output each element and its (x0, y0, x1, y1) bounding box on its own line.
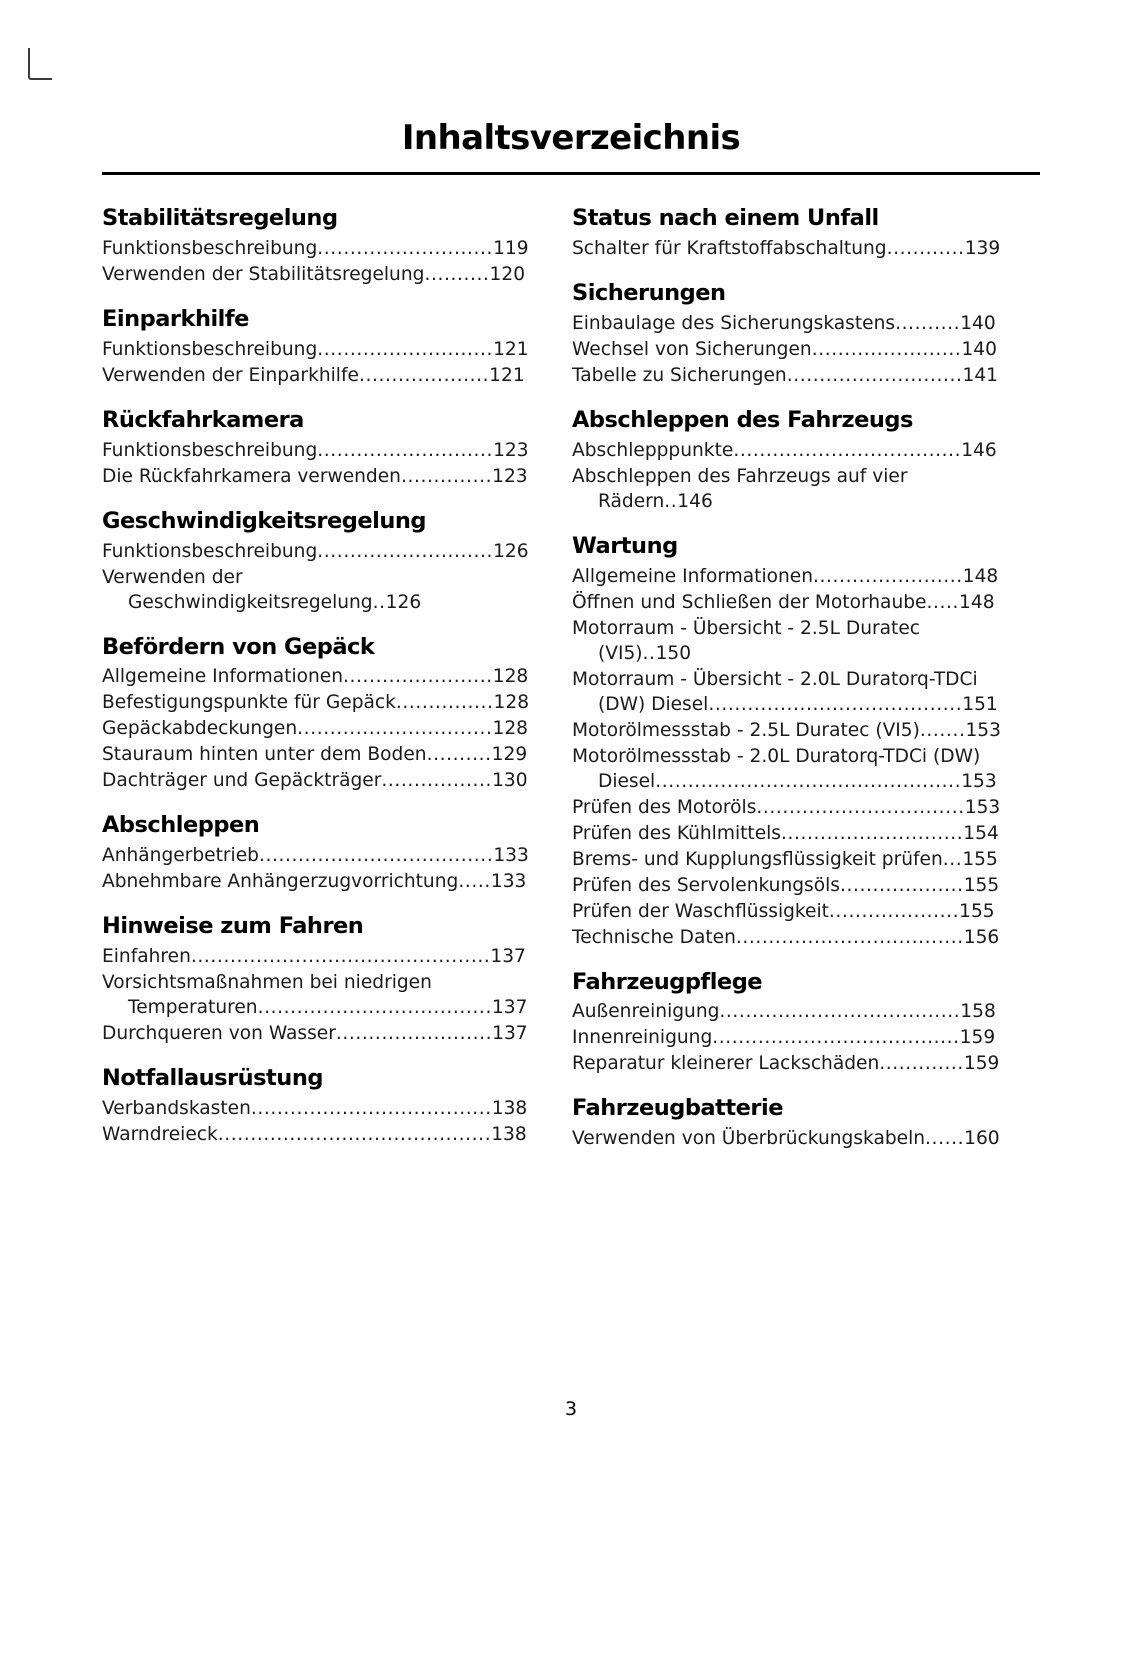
toc-entry[interactable] (572, 847, 1002, 872)
toc-entry-label: Prüfen des Servolenkungsöls (572, 874, 840, 896)
toc-entry[interactable] (102, 337, 532, 362)
toc-leader-dots: .................................... (257, 997, 492, 1019)
toc-section (572, 205, 1002, 261)
page-title: Inhaltsverzeichnis (401, 118, 741, 158)
toc-entry-label: Innenreinigung (572, 1027, 713, 1049)
toc-entry-page: 155 (963, 874, 1000, 896)
toc-section (102, 913, 532, 1046)
toc-entry[interactable] (102, 1096, 532, 1121)
toc-entry-label: Befestigungspunkte für Gepäck (102, 692, 396, 714)
toc-entry[interactable] (572, 236, 1002, 261)
toc-entry-label: Verwenden der Stabilitätsregelung (102, 263, 425, 285)
toc-section (572, 407, 1002, 514)
toc-section (572, 533, 1002, 950)
toc-entry-label: Prüfen der Waschflüssigkeit (572, 900, 829, 922)
toc-leader-dots: ................................ (756, 796, 965, 818)
toc-section (572, 1095, 1002, 1151)
toc-entry-label: Brems- und Kupplungsflüssigkeit prüfen (572, 848, 943, 870)
toc-section-heading: Abschleppen (102, 812, 260, 839)
toc-leader-dots: ............. (879, 1053, 964, 1075)
toc-entry[interactable] (102, 262, 532, 287)
toc-entry-label: Verwenden von Überbrückungskabeln (572, 1128, 926, 1150)
toc-entry[interactable] (572, 616, 1002, 666)
toc-section-heading: Sicherungen (572, 279, 726, 306)
toc-leader-dots: ............ (886, 237, 965, 259)
toc-entry-label: Verbandskasten (102, 1098, 251, 1120)
toc-entry-page: 153 (965, 719, 1001, 741)
toc-entry-label: Motorölmessstab - 2.5L Duratec (VI5) (572, 719, 920, 741)
toc-entry-label: Allgemeine Informationen (102, 666, 344, 688)
toc-section-heading: Fahrzeugbatterie (572, 1095, 783, 1122)
toc-entry-page: 140 (961, 338, 997, 360)
toc-entry-page: 137 (492, 1023, 528, 1045)
page-number: 3 (564, 1398, 578, 1420)
toc-entry[interactable] (572, 1025, 1002, 1050)
toc-entry[interactable] (572, 1051, 1002, 1076)
toc-leader-dots: .. (664, 490, 678, 512)
toc-leader-dots: .......... (895, 312, 961, 334)
toc-entry[interactable] (572, 311, 1002, 336)
toc-entry[interactable] (102, 869, 532, 894)
toc-entry-label: Motorraum - Übersicht - 2.5L Duratec (VI5) (572, 617, 920, 664)
toc-entry[interactable] (102, 438, 532, 463)
toc-entry-page: 139 (964, 237, 1001, 259)
toc-leader-dots: .............................. (297, 718, 493, 740)
toc-section-heading: Geschwindigkeitsregelung (102, 507, 426, 534)
toc-entry[interactable] (102, 970, 532, 1020)
toc-leader-dots: ....................... (813, 565, 963, 587)
toc-entry-page: 138 (491, 1098, 528, 1120)
toc-leader-dots: ..... (926, 591, 960, 613)
toc-leader-dots: .............. (400, 465, 493, 487)
toc-section-heading: Status nach einem Unfall (572, 205, 879, 231)
toc-entry-label: Anhängerbetrieb (102, 845, 259, 867)
toc-entry[interactable] (102, 1122, 532, 1147)
toc-entry-page: 129 (491, 744, 528, 766)
toc-leader-dots: .. (642, 642, 656, 664)
toc-entry[interactable] (572, 590, 1002, 615)
toc-entry-label: Reparatur kleinerer Lackschäden (572, 1053, 880, 1075)
toc-section (572, 280, 1002, 388)
toc-entry-label: Abschleppen des Fahrzeugs auf vier Rädern (572, 465, 908, 512)
toc-entry-page: 140 (960, 312, 996, 334)
toc-section-heading: Fahrzeugpflege (572, 968, 763, 995)
toc-entry[interactable] (572, 795, 1002, 820)
toc-entry-label: Motorraum - Übersicht - 2.0L Duratorq-TDCi (DW) Diesel (572, 668, 978, 715)
toc-entry[interactable] (572, 899, 1002, 924)
toc-columns (102, 205, 1044, 1152)
toc-entry-page: 153 (961, 770, 997, 792)
toc-leader-dots: .......... (426, 744, 492, 766)
toc-entry-label: Prüfen des Kühlmittels (572, 822, 781, 844)
toc-entry-page: 158 (960, 1001, 996, 1023)
toc-leader-dots: ....... (919, 719, 966, 741)
toc-section (572, 969, 1002, 1077)
toc-entry[interactable] (572, 744, 1002, 794)
toc-leader-dots: .................................... (258, 845, 494, 867)
toc-entry-page: 153 (964, 796, 1001, 818)
toc-leader-dots: ....................................... (708, 693, 963, 715)
toc-entry[interactable] (572, 873, 1002, 898)
toc-entry-label: Funktionsbeschreibung (102, 338, 318, 360)
toc-entry-label: Einfahren (102, 946, 191, 968)
toc-entry-label: Einbaulage des Sicherungskastens (572, 312, 896, 334)
toc-leader-dots: .. (372, 591, 386, 613)
toc-entry[interactable] (102, 716, 532, 741)
toc-entry[interactable] (572, 718, 1002, 743)
toc-entry-page: 137 (491, 997, 528, 1019)
toc-leader-dots: ..................................... (719, 1001, 961, 1023)
toc-entry-label: Funktionsbeschreibung (102, 439, 318, 461)
toc-entry[interactable] (572, 1126, 1002, 1151)
toc-section-heading: Wartung (572, 532, 678, 559)
toc-leader-dots: ....................... (343, 666, 493, 688)
toc-entry-page: 160 (964, 1128, 1000, 1150)
toc-entry-label: Motorölmessstab - 2.0L Duratorq-TDCi (DW) Diesel (572, 745, 981, 792)
toc-entry-page: 121 (493, 338, 529, 360)
toc-entry[interactable] (102, 664, 532, 689)
toc-leader-dots: .......................................... (217, 1124, 492, 1146)
toc-section-heading: Hinweise zum Fahren (102, 913, 364, 940)
toc-entry-label: Tabelle zu Sicherungen (572, 364, 787, 386)
page-corner-mark (28, 48, 52, 80)
toc-entry[interactable] (572, 999, 1002, 1024)
toc-entry-label: Außenreinigung (572, 1001, 720, 1023)
toc-entry-page: 146 (677, 490, 713, 512)
toc-entry-page: 137 (490, 946, 526, 968)
toc-entry-label: Warndreieck (102, 1124, 218, 1146)
toc-entry[interactable] (572, 821, 1002, 846)
toc-entry-page: 121 (489, 364, 525, 386)
toc-section-heading: Einparkhilfe (102, 305, 249, 332)
toc-entry[interactable] (102, 565, 532, 615)
toc-leader-dots: ........................... (317, 237, 494, 259)
toc-entry[interactable] (102, 768, 532, 793)
toc-entry-page: 151 (962, 693, 998, 715)
toc-leader-dots: ................. (381, 770, 493, 792)
toc-entry-page: 120 (489, 263, 526, 285)
toc-entry[interactable] (102, 843, 532, 868)
toc-entry-page: 133 (490, 871, 527, 893)
toc-entry[interactable] (572, 925, 1002, 950)
toc-entry[interactable] (102, 944, 532, 969)
toc-entry-label: Abnehmbare Anhängerzugvorrichtung (102, 871, 459, 893)
toc-leader-dots: ........................... (786, 364, 963, 386)
toc-leader-dots: .............................................. (190, 946, 491, 968)
toc-column-left (102, 205, 532, 1148)
toc-entry[interactable] (102, 690, 532, 715)
toc-leader-dots: ...... (925, 1128, 965, 1150)
toc-entry[interactable] (102, 742, 532, 767)
toc-entry-page: 154 (963, 822, 999, 844)
toc-leader-dots: ............................ (781, 822, 964, 844)
toc-section (102, 812, 532, 894)
toc-entry-page: 146 (961, 439, 997, 461)
toc-leader-dots: ...................................... (712, 1027, 960, 1049)
toc-section (102, 1065, 532, 1147)
toc-entry-label: Schalter für Kraftstoffabschaltung (572, 237, 887, 259)
toc-leader-dots: ................... (839, 874, 964, 896)
toc-entry-label: Technische Daten (572, 926, 736, 948)
toc-column-right (572, 205, 1002, 1152)
toc-leader-dots: .................... (828, 900, 960, 922)
toc-section-heading: Befördern von Gepäck (102, 633, 375, 660)
toc-entry-label: Wechsel von Sicherungen (572, 338, 812, 360)
toc-entry-label: Die Rückfahrkamera verwenden (102, 465, 401, 487)
toc-entry-page: 155 (959, 900, 995, 922)
toc-entry-label: Stauraum hinten unter dem Boden (102, 744, 427, 766)
toc-entry-page: 128 (492, 666, 529, 688)
toc-entry-page: 126 (385, 591, 422, 613)
toc-entry[interactable] (572, 337, 1002, 362)
toc-section (102, 306, 532, 388)
toc-entry-page: 133 (493, 845, 529, 867)
toc-entry-label: Öffnen und Schließen der Motorhaube (572, 591, 927, 613)
toc-entry-page: 138 (491, 1124, 527, 1146)
toc-section-heading: Stabilitätsregelung (102, 205, 338, 231)
toc-section (102, 407, 532, 489)
toc-section (102, 634, 532, 794)
toc-leader-dots: ................................... (733, 439, 962, 461)
toc-entry-page: 155 (962, 848, 998, 870)
toc-entry-label: Prüfen des Motoröls (572, 796, 757, 818)
toc-entry-label: Vorsichtsmaßnahmen bei niedrigen Temperaturen (102, 972, 432, 1019)
toc-entry-label: Dachträger und Gepäckträger (102, 770, 382, 792)
toc-leader-dots: .................... (358, 364, 490, 386)
toc-entry[interactable] (102, 236, 532, 261)
toc-entry[interactable] (572, 667, 1002, 717)
toc-entry-label: Verwenden der Geschwindigkeitsregelung (102, 566, 373, 613)
toc-entry-page: 159 (963, 1053, 1000, 1075)
toc-entry-page: 141 (962, 364, 998, 386)
toc-entry-label: Verwenden der Einparkhilfe (102, 364, 359, 386)
toc-entry-label: Gepäckabdeckungen (102, 718, 298, 740)
toc-entry-page: 128 (492, 718, 528, 740)
toc-leader-dots: ........................... (317, 540, 494, 562)
toc-leader-dots: .......... (424, 263, 490, 285)
toc-leader-dots: ........................... (317, 439, 494, 461)
toc-entry-page: 148 (959, 591, 995, 613)
toc-entry-page: 126 (493, 540, 529, 562)
toc-entry-page: 119 (493, 237, 529, 259)
toc-leader-dots: ... (942, 848, 963, 870)
toc-leader-dots: ........................ (335, 1023, 493, 1045)
toc-entry-label: Durchqueren von Wasser (102, 1023, 336, 1045)
toc-entry[interactable] (572, 564, 1002, 589)
toc-entry-label: Funktionsbeschreibung (102, 237, 318, 259)
toc-entry-page: 123 (493, 439, 529, 461)
toc-entry-label: Funktionsbeschreibung (102, 540, 318, 562)
toc-leader-dots: ....................... (811, 338, 962, 360)
toc-section-heading: Abschleppen des Fahrzeugs (572, 406, 913, 433)
toc-section (102, 205, 532, 287)
toc-entry[interactable] (572, 438, 1002, 463)
toc-entry-page: 123 (492, 465, 528, 487)
toc-leader-dots: ............... (395, 692, 494, 714)
toc-entry[interactable] (102, 363, 532, 388)
toc-section-heading: Notfallausrüstung (102, 1065, 323, 1092)
toc-leader-dots: ................................... (735, 926, 964, 948)
toc-entry[interactable] (102, 464, 532, 489)
toc-leader-dots: ..... (458, 871, 491, 893)
toc-entry-page: 150 (655, 642, 692, 664)
toc-leader-dots: ............................................... (655, 770, 962, 792)
toc-entry-page: 128 (493, 692, 530, 714)
toc-leader-dots: ..................................... (250, 1098, 492, 1120)
toc-entry-page: 130 (492, 770, 528, 792)
toc-entry-page: 148 (962, 565, 999, 587)
toc-entry[interactable] (572, 464, 1002, 514)
toc-leader-dots: ........................... (317, 338, 494, 360)
toc-entry-page: 156 (963, 926, 1000, 948)
toc-entry-label: Allgemeine Informationen (572, 565, 814, 587)
title-divider (102, 172, 1040, 175)
toc-entry-label: Abschlepppunkte (572, 439, 734, 461)
toc-entry[interactable] (102, 539, 532, 564)
toc-entry[interactable] (572, 363, 1002, 388)
toc-entry-page: 159 (959, 1027, 996, 1049)
toc-section-heading: Rückfahrkamera (102, 406, 304, 433)
toc-section (102, 508, 532, 615)
toc-entry[interactable] (102, 1021, 532, 1046)
